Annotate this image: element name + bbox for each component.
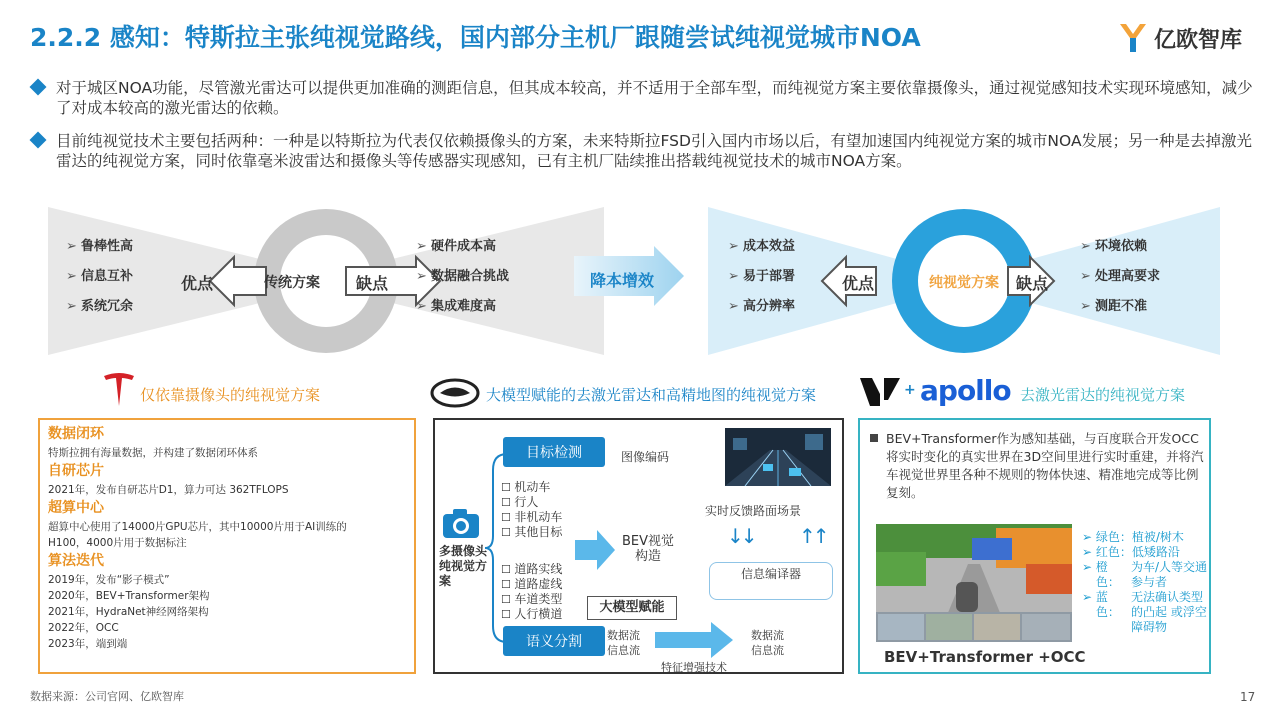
flow-label-1: 数据流信息流 [607,629,640,657]
camera-label: 多摄像头纯视觉方案 [439,544,488,588]
apollo-section-title: 去激光雷达的纯视觉方案 [1020,386,1186,404]
up-arrows-icon: ↑↑ [799,524,827,548]
tesla-heading: 算法迭代 [48,553,104,569]
legend-item: ➢ 绿色： 植被/树木 [1082,530,1184,544]
plus-sign-icon: + [904,382,916,398]
traditional-pros-label: 优点 [181,274,214,293]
legend-item: ➢ 蓝色： 无法确认类型的凸起 或浮空障碍物 [1082,590,1207,634]
apollo-caption: BEV+Transformer +OCC [884,648,1086,666]
feature-label: 特征增强技术 [661,661,727,674]
down-arrows-icon: ↓↓ [727,524,755,548]
list-item: ➢ 系统冗余 [66,292,133,322]
legend-item: ➢ 红色： 低矮路沿 [1082,545,1180,559]
feedback-label: 实时反馈路面场景 [705,504,802,518]
diamond-icon [30,79,47,96]
detect-items-list [501,480,562,540]
vision-pros-label: 优点 [842,274,875,293]
tesla-text: 2021年，发布自研芯片D1，算力可达 362TFLOPS [48,484,289,496]
brand-logo [1118,22,1242,54]
apollo-info-box [858,418,1211,674]
list-item: ➢ 成本效益 [728,232,795,262]
bev-label: BEV视觉构造 [621,534,675,564]
list-item: ➢ 信息互补 [66,262,133,292]
tesla-logo-icon [102,372,136,408]
diamond-icon [30,132,47,149]
flow-label-2: 数据流信息流 [751,629,784,657]
big-model-tag: 大模型赋能 [587,596,677,620]
list-item: ☐ 其他目标 [501,525,562,540]
vision-center-label: 纯视觉方案 [929,275,999,291]
tesla-text: 2020年，BEV+Transformer架构 [48,590,210,602]
legend-item: ➢ 橙色： 为车/人等交通参与者 [1082,560,1208,589]
page-number: 17 [1240,690,1256,704]
traditional-pros-list [66,232,133,322]
road-items-list [501,562,562,622]
list-item: ☐ 人行横道 [501,607,562,622]
brand-mark-icon [858,376,902,408]
apollo-description: BEV+Transformer作为感知基础，与百度联合开发OCC将实时变化的真实世界在3D空间里进行实时重建，并将汽车视觉世界里各种不规则的物体快速、精准地完成等比例复刻。 [886,431,1204,500]
list-item: ➢ 集成难度高 [416,292,509,322]
traditional-cons-list [416,232,509,322]
flow-arrow-icon [575,528,615,572]
tesla-heading: 数据闭环 [48,426,104,442]
list-item: ➢ 易于部署 [728,262,795,292]
detect-tag: 目标检测 [503,437,605,467]
list-item: ➢ 处理高要求 [1080,262,1160,292]
list-item: ☐ 机动车 [501,480,562,495]
yiou-logo-icon [1118,22,1148,54]
tesla-text: 2022年，OCC [48,622,119,634]
list-item: ☐ 非机动车 [501,510,562,525]
traditional-cons-label: 缺点 [356,274,389,293]
flow-arrow-icon [655,620,733,660]
data-source: 数据来源：公司官网、亿欧智库 [30,690,184,703]
list-item: ➢ 高分辨率 [728,292,795,322]
traditional-center-label: 传统方案 [264,275,320,291]
arrow-label: 降本增效 [590,271,655,290]
compiler-box: 信息编译器 [709,562,833,600]
bullet-1: 对于城区NOA功能，尽管激光雷达可以提供更加准确的测距信息，但其成本较高，并不适用于全部车型，而纯视觉方案主要依靠摄像头，通过视觉感知技术实现环境感知，减少了对成本较高的激光雷达的依赖。 [30,78,1255,118]
tesla-text: 2021年，HydraNet神经网络架构 [48,606,209,618]
list-item: ☐ 道路实线 [501,562,562,577]
list-item: ➢ 鲁棒性高 [66,232,133,262]
tesla-info-box [38,418,416,674]
bullet-2: 目前纯视觉技术主要包括两种：一种是以特斯拉为代表仅依赖摄像头的方案，未来特斯拉FSD引入国内市场以后，有望加速国内纯视觉方案的城市NOA发展；另一种是去掉激光雷达的纯视觉方案，同时依靠毫米波雷达和摄像头等传感器实现感知，已有主机厂陆续推出搭载纯视觉技术的城市NOA方案。 [30,131,1255,171]
logo-text: 亿欧智库 [1154,27,1243,53]
tesla-heading: 超算中心 [48,500,104,516]
vision-pros-list [728,232,795,322]
square-bullet-icon [870,434,878,442]
tesla-text: 超算中心使用了14000片GPU芯片，其中10000片用于AI训练的 [48,521,347,533]
list-item: ➢ 测距不准 [1080,292,1160,322]
apollo-logo: apollo [920,374,1011,407]
tesla-text: 2023年，端到端 [48,638,128,650]
street-scene-image [725,428,831,486]
vision-cons-label: 缺点 [1016,274,1049,293]
tesla-section-title: 仅依靠摄像头的纯视觉方案 [140,386,321,404]
vision-cons-list [1080,232,1160,322]
tesla-text: H100，4000片用于数据标注 [48,537,187,549]
tesla-text: 特斯拉拥有海量数据，并构建了数据闭环体系 [48,447,258,459]
page-title: 2.2.2 感知：特斯拉主张纯视觉路线，国内部分主机厂跟随尝试纯视觉城市NOA [30,23,921,52]
tesla-heading: 自研芯片 [48,463,104,479]
occ-visualization-image [876,524,1072,642]
list-item: ☐ 行人 [501,495,562,510]
tesla-text: 2019年，发布“影子模式” [48,574,170,586]
list-item: ➢ 环境依赖 [1080,232,1160,262]
segmentation-tag: 语义分割 [503,626,605,656]
list-item: ☐ 车道类型 [501,592,562,607]
big-model-diagram [433,418,844,674]
list-item: ➢ 硬件成本高 [416,232,509,262]
list-item: ➢ 数据融合挑战 [416,262,509,292]
image-encode-label: 图像编码 [621,450,670,464]
camera-icon [441,508,481,540]
big-model-section-title: 大模型赋能的去激光雷达和高精地图的纯视觉方案 [486,386,817,404]
list-item: ☐ 道路虚线 [501,577,562,592]
color-legend [1082,530,1209,635]
brand-emblem-icon [430,378,480,408]
